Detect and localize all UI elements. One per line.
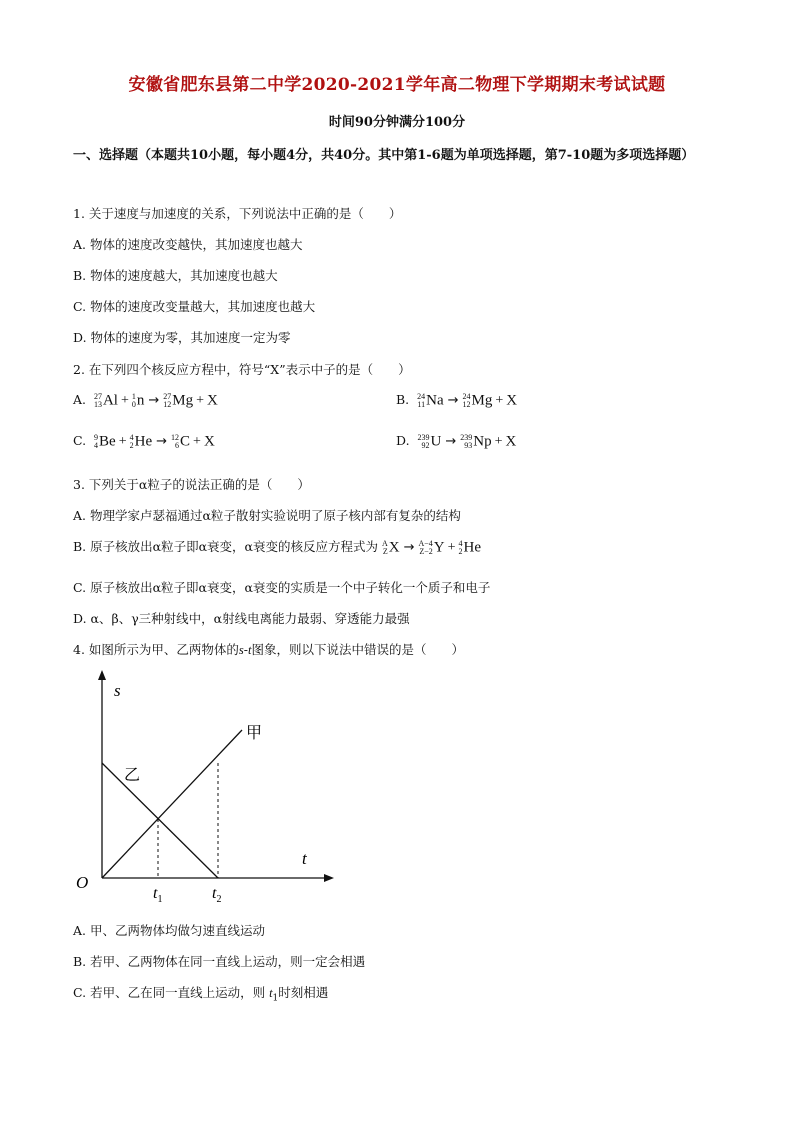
y-axis-arrow: [98, 670, 106, 680]
nuclide-index: 1 0: [131, 391, 136, 409]
q2-option-c: [73, 433, 215, 450]
line-yi: [102, 763, 218, 878]
q1-option-b: B. 物体的速度越大，其加速度也越大: [73, 268, 278, 283]
q4-stem: 4. 如图所示为甲、乙两物体的s-t图象，则以下说法中错误的是（ ）: [73, 642, 465, 657]
line-jia: [102, 730, 242, 878]
y-axis-label: s: [114, 681, 121, 700]
t2-label: $t_2$: [212, 885, 222, 905]
option-label: D.: [396, 433, 410, 448]
origin-label: O: [76, 873, 89, 892]
nuclear-equation: 24 11 Na → 24 12 Mg + X: [417, 391, 518, 409]
q2-option-b: [396, 392, 517, 409]
option-label: A.: [73, 392, 87, 407]
q1-stem: 1. 关于速度与加速度的关系，下列说法中正确的是（ ）: [73, 206, 402, 221]
nuclide-index: 27 12: [163, 391, 172, 409]
alpha-decay-equation: A Z X → A−4 Z−2 Y + 4 2 He: [381, 538, 482, 556]
q4-option-c: C. 若甲、乙在同一直线上运动，则 $t_1$时刻相遇: [73, 985, 329, 1004]
nuclear-equation: 27 13 Al + 1 0 n → 27 12 Mg + X: [93, 391, 218, 409]
q1-option-c: C. 物体的速度改变量越大，其加速度也越大: [73, 299, 316, 314]
exam-time-info: 时间90分钟满分100分: [328, 115, 466, 130]
t1-label: $t_1$: [153, 885, 163, 905]
option-label: C.: [73, 433, 87, 448]
q3-option-d: D. α、β、γ三种射线中，α射线电离能力最弱、穿透能力最强: [73, 611, 410, 626]
q1-option-d: D. 物体的速度为零，其加速度一定为零: [73, 330, 291, 345]
s-t-graph: [70, 666, 350, 906]
q3-option-c: C. 原子核放出α粒子即α衰变，α衰变的实质是一个中子转化一个质子和电子: [73, 580, 491, 595]
nuclear-equation: 239 92 U → 239 93 Np + X: [417, 432, 517, 450]
line-yi-label: 乙: [124, 767, 141, 784]
q2-option-d: [396, 433, 516, 450]
q4-option-b: B. 若甲、乙两物体在同一直线上运动，则一定会相遇: [73, 954, 366, 969]
line-jia-label: 甲: [246, 725, 263, 742]
option-label: B.: [396, 392, 410, 407]
x-axis-label: t: [302, 849, 307, 868]
x-axis-arrow: [324, 874, 334, 882]
q3-option-b: [73, 537, 481, 556]
option-text: B. 原子核放出α粒子即α衰变，α衰变的核反应方程式为: [73, 539, 378, 554]
q3-option-a: A. 物理学家卢瑟福通过α粒子散射实验说明了原子核内部有复杂的结构: [73, 508, 461, 523]
q3-stem: 3. 下列关于α粒子的说法正确的是（ ）: [73, 477, 310, 492]
q2-option-a: [73, 392, 218, 409]
document-title: 安徽省肥东县第二中学2020-2021学年高二物理下学期期末考试试题: [128, 75, 666, 95]
section-heading: 一、选择题（本题共10小题，每小题4分，共40分。其中第1-6题为单项选择题，第7-10题为多项选择题）: [73, 148, 695, 163]
q1-option-a: A. 物体的速度改变越快，其加速度也越大: [73, 237, 303, 252]
q4-option-a: A. 甲、乙两物体均做匀速直线运动: [73, 923, 265, 938]
nuclide-index: 27 13: [93, 391, 102, 409]
nuclear-equation: 9 4 Be + 4 2 He → 12 6 C + X: [94, 432, 215, 450]
q2-stem: 2. 在下列四个核反应方程中，符号“X”表示中子的是（ ）: [73, 362, 411, 377]
